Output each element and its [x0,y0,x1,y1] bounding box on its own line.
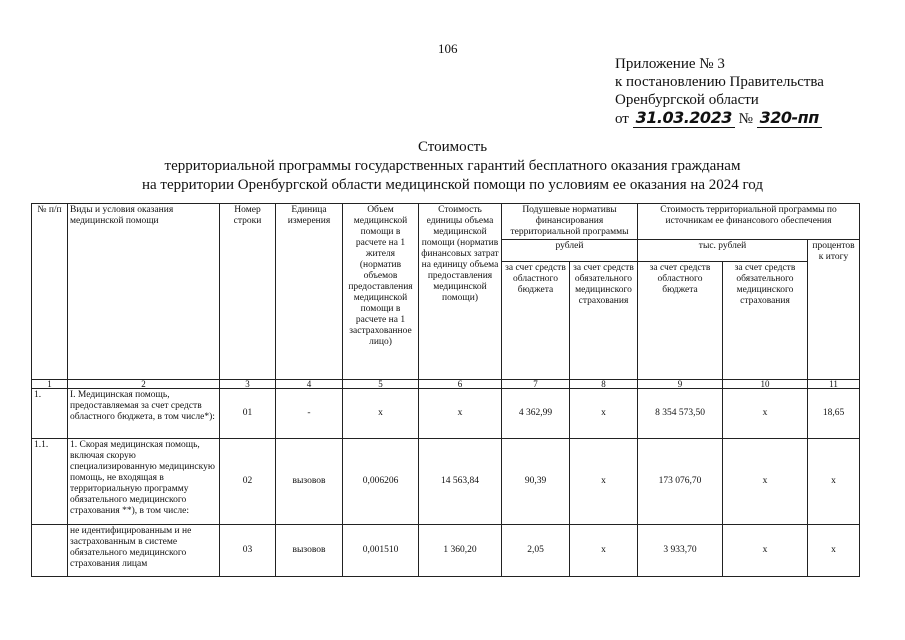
header-unit: Единица измерения [276,204,343,380]
header-program-cost: Стоимость территориальной программы по источникам ее финансового обеспечения [638,204,860,240]
row-percent: х [808,525,860,577]
table-row [32,439,860,525]
row-cost: х [419,389,502,439]
row-name: I. Медицинская помощь, предоставляемая за счет средств областного бюджета, в том числе*): [68,389,220,439]
row-unit: - [276,389,343,439]
row-cost: 1 360,20 [419,525,502,577]
header-pg-oms: за счет средств обязательного медицинского страхования [723,262,808,380]
row-percent: х [808,439,860,525]
handwritten-date: 31.03.2023 [633,108,735,128]
row-name: не идентифицированным и не застрахованным в системе обязательного медицинского страхования лицам [68,525,220,577]
header-num: № п/п [32,204,68,380]
row-line: 01 [220,389,276,439]
handwritten-number: 320-пп [757,108,822,128]
title-line-2: территориальной программы государственных гарантий бесплатного оказания гражданам [164,158,741,174]
row-pc-oms: х [570,439,638,525]
row-num [32,525,68,577]
row-cost: 14 563,84 [419,439,502,525]
row-pc-regional: 90,39 [502,439,570,525]
header-per-capita: Подушевые нормативы финансирования территориальной программы [502,204,638,240]
header-rubles: рублей [502,240,638,262]
row-num: 1.1. [32,439,68,525]
row-pg-oms: х [723,525,808,577]
column-number: 10 [723,380,808,389]
title-line-3: на территории Оренбургской области медицинской помощи по условиям ее оказания на 2024 год [141,177,764,193]
row-unit: вызовов [276,439,343,525]
column-number: 4 [276,380,343,389]
column-number: 6 [419,380,502,389]
appendix-block [615,55,824,128]
row-pc-regional: 2,05 [502,525,570,577]
header-cost: Стоимость единицы объема медицинской помощи (норматив финансовых затрат на единицу объема предоставления медицинской помощи) [419,204,502,380]
row-pg-regional: 8 354 573,50 [638,389,723,439]
row-unit: вызовов [276,525,343,577]
header-pc-oms: за счет средств обязательного медицинского страхования [570,262,638,380]
page-number: 106 [438,41,458,56]
row-pg-oms: х [723,389,808,439]
row-num: 1. [32,389,68,439]
column-number: 7 [502,380,570,389]
row-pc-oms: х [570,525,638,577]
appendix-resolution: к постановлению Правительства [615,74,824,90]
title-line-1: Стоимость [417,139,488,155]
row-volume: 0,006206 [343,439,419,525]
appendix-region: Оренбургской области [615,92,759,108]
header-volume: Объем медицинской помощи в расчете на 1 жителя (норматив объемов предоставления медицинской помощи в расчете на 1 застрахованное лицо) [343,204,419,380]
header-pg-regional: за счет средств областного бюджета [638,262,723,380]
header-percent: процентов к итогу [808,240,860,380]
row-line: 02 [220,439,276,525]
row-pg-regional: 173 076,70 [638,439,723,525]
column-number: 3 [220,380,276,389]
header-pc-regional: за счет средств областного бюджета [502,262,570,380]
row-pg-regional: 3 933,70 [638,525,723,577]
column-number: 8 [570,380,638,389]
header-row-number: Номер строки [220,204,276,380]
table-row [32,389,860,439]
column-number: 1 [32,380,68,389]
column-number: 5 [343,380,419,389]
row-percent: 18,65 [808,389,860,439]
column-number: 2 [68,380,220,389]
header-kinds: Виды и условия оказания медицинской помощи [68,204,220,380]
row-pc-regional: 4 362,99 [502,389,570,439]
number-prefix: № [738,111,753,127]
row-pg-oms: х [723,439,808,525]
appendix-title: Приложение № 3 [615,56,725,72]
cost-table [31,203,860,577]
header-thousand-rubles: тыс. рублей [638,240,808,262]
row-name: 1. Скорая медицинская помощь, включая скорую специализированную медицинскую помощь, не входящая в территориальную программу обязательного медицинского страхования **), в том числе: [68,439,220,525]
row-volume: х [343,389,419,439]
date-prefix: от [615,111,629,127]
row-volume: 0,001510 [343,525,419,577]
document-title [0,138,905,195]
column-number: 11 [808,380,860,389]
row-pc-oms: х [570,389,638,439]
row-line: 03 [220,525,276,577]
column-number: 9 [638,380,723,389]
appendix-date-line [615,109,824,128]
table-row [32,525,860,577]
